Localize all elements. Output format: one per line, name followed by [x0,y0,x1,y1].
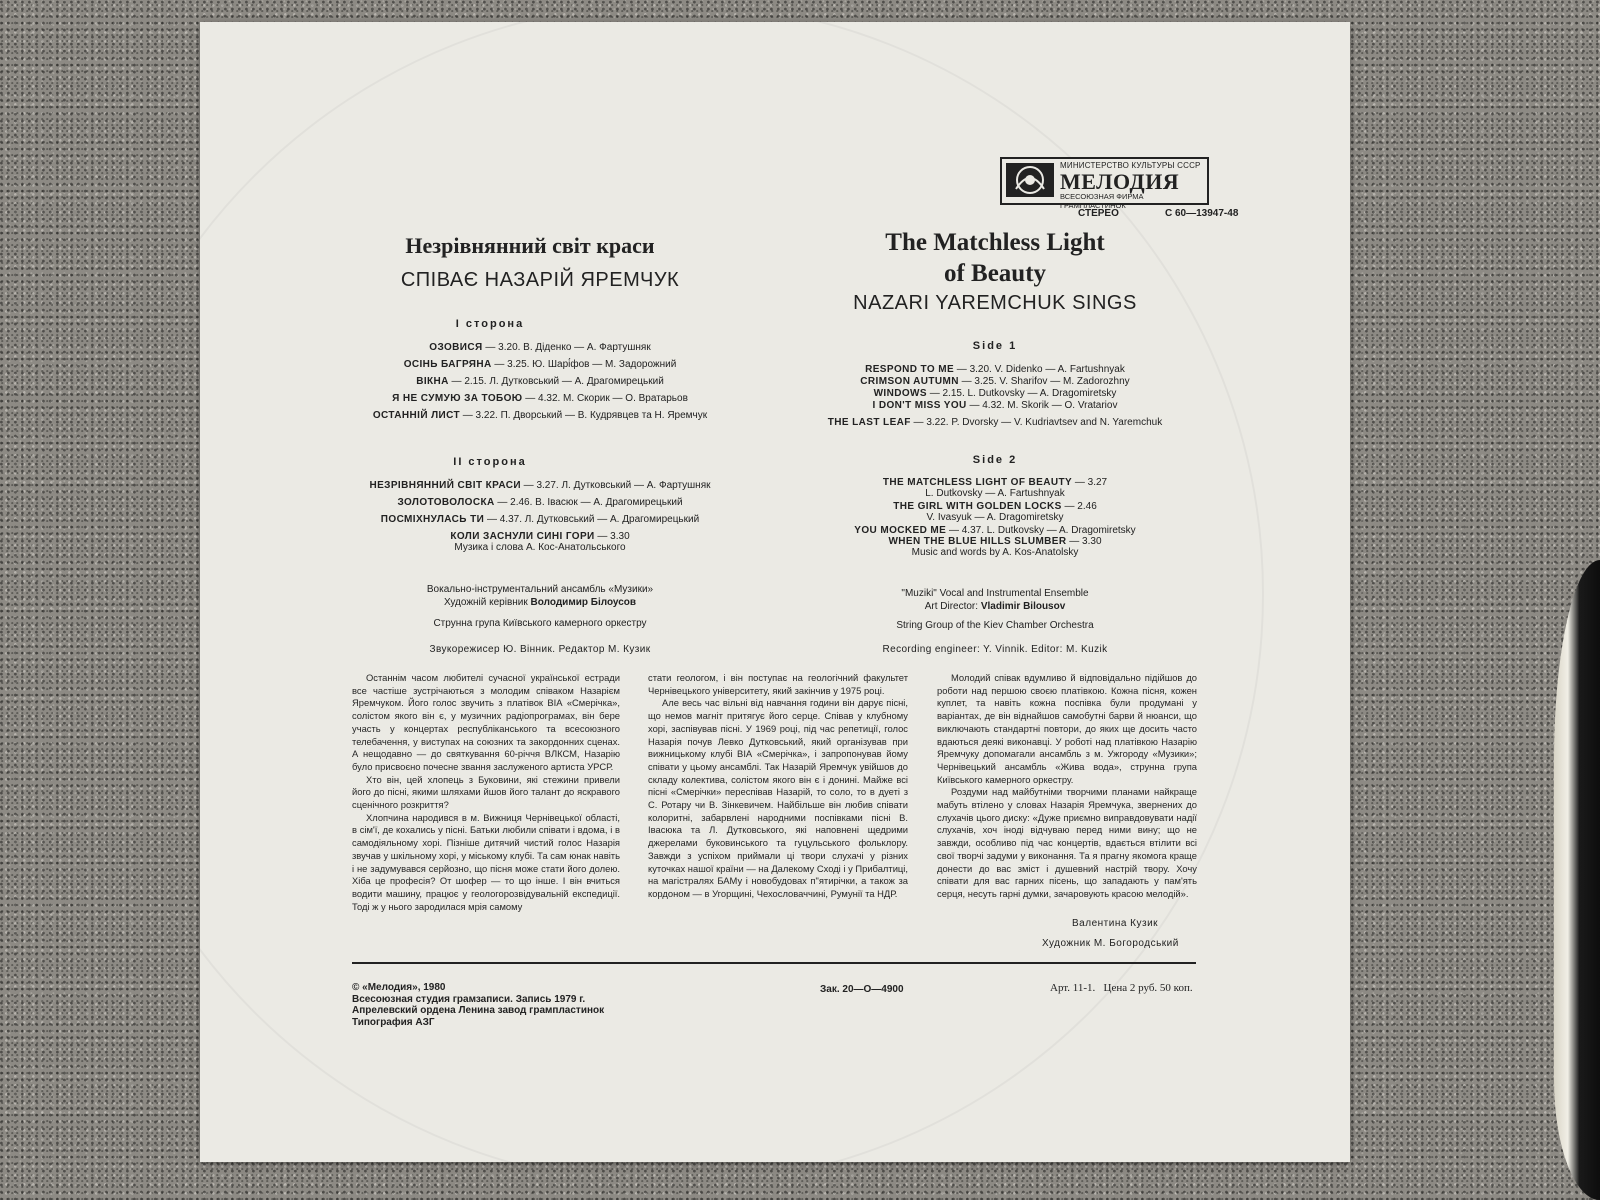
track-item: ПОСМІХНУЛАСЬ ТИ — 4.37. Л. Дутковський — А. Драгомирецький [380,514,700,525]
en-ensemble-credit: "Muziki" Vocal and Instrumental Ensemble [901,588,1089,599]
plant-line: Апрелевский ордена Ленина завод грампластинок [352,1005,605,1016]
footer-divider [352,962,1196,964]
track-item: ЗОЛОТОВОЛОСКА — 2.46. В. Івасюк — А. Драгомирецький [397,497,683,508]
price-line: Арт. 11-1. Цена 2 руб. 50 коп. [1050,982,1193,994]
logo-subtitle: ВСЕСОЮЗНАЯ ФИРМА ГРАМПЛАСТИНОК [1060,192,1144,210]
en-title-line-2: of Beauty [943,260,1047,287]
liner-paragraph: Роздуми над майбутніми творчими планами найкраще мабуть втілено у словах Назарія Яремчука, звернених до слухачів цього диску: «Дуже приємно виправдовувати надії слухачів, хоч іноді відчуваю перед ними вину; що не завжди, особливо під час концертів, вдається втілити всі свої творчі задуми у виконання. Та я прагну якомога краще донести до вас зміст і душевний настрій твору. Хочу співати для вас гарних пісень, що западають у пам'ять серця, несуть гарні думки, зачаровують красою мелодій». [937,786,1197,899]
record-sleeve-back [200,22,1350,1162]
ua-engineer-credit: Звукорежисер Ю. Вінник. Редактор М. Кузик [429,644,651,655]
track-credit: L. Dutkovsky — A. Fartushnyak [925,488,1065,499]
ua-album-title: Незрівнянний світ краси [405,233,655,258]
track-item: НЕЗРІВНЯННИЙ СВІТ КРАСИ — 3.27. Л. Дутковський — А. Фартушняк [369,480,711,491]
melodiya-emblem-icon [1006,163,1054,197]
copyright-line: © «Мелодия», 1980 [352,982,446,993]
track-item: КОЛИ ЗАСНУЛИ СИНІ ГОРИ — 3.30 [450,531,630,542]
liner-paragraph: стати геологом, і він поступає на геологічний факультет Чернівецького університету, який закінчив у 1975 році. [648,672,908,696]
track-item: I DON'T MISS YOU — 4.32. M. Skorik — O. Vratariov [872,400,1118,411]
en-director-credit: Art Director: Vladimir Bilousov [924,601,1066,612]
ua-side-1-tracklist [280,342,800,421]
en-title-line-1: The Matchless Light [885,229,1105,256]
track-item: YOU MOCKED ME — 4.37. L. Dutkovsky — A. Dragomiretsky [854,525,1136,536]
en-side-1-heading: Side 1 [972,340,1018,352]
en-side-2-tracklist [790,477,1200,558]
track-item: RESPOND TO ME — 3.20. V. Didenko — A. Fartushnyak [865,364,1125,375]
track-credit: V. Ivasyuk — A. Dragomiretsky [926,512,1064,523]
ua-director-credit: Художній керівник Володимир Білоусов [443,597,637,608]
track-item: THE LAST LEAF — 3.22. P. Dvorsky — V. Kudriavtsev and N. Yaremchuk [827,417,1163,428]
en-side-1-tracklist [790,364,1200,428]
logo-brand-name: МЕЛОДИЯ [1060,169,1180,194]
ua-artist-subtitle: СПІВАЄ НАЗАРІЙ ЯРЕМЧУК [400,269,680,291]
liner-paragraph: Молодий співак вдумливо й відповідально підійшов до роботи над першою своєю платівкою. Кожна пісня, кожен куплет, та навіть кожна поспівка були продумані у варіантах, де він віднайшов самобутні барви й нюанси, що виключають стандартні повтори, до яких ще досить часто вдаються деякі виконавці. У роботі над платівкою Назарію Яремчуку допомагали ансамбль з м. Ужгороду «Музики»; Чернівецький ансамбль «Жива вода», струнна група Київського камерного оркестру. [937,672,1197,785]
track-item: ОСТАННІЙ ЛИСТ — 3.22. П. Дворський — В. Кудрявцев та Н. Яремчук [372,410,708,421]
ua-ensemble-credit: Вокально-інструментальний ансамбль «Музики» [426,584,654,595]
liner-paragraph: Останнім часом любителі сучасної української естради все частіше зустрічаються з молодим співаком Назарієм Яремчуком. Його голос звучить з платівок ВІА «Смерічка», солістом якого він є, у музичних радіопрограмах, він бере участь у концертах республіканського та всесоюзного телебачення, у виступах на союзних та закордонних сценах. А нещодавно — до святкування 60-річчя ВЛКСМ, Назарію було присвоєно почесне звання заслуженого артиста УРСР. [352,672,620,772]
liner-notes-author: Валентина Кузик [1072,918,1159,929]
liner-paragraph: Але весь час вільні від навчання години він дарує пісні, що немов магніт притягує його серце. Співав у клубному хорі, заспівував пісні. У 1969 році, під час репетиції, голос Назарія почув Левко Дутковський, який організував при вижницькому клубі ВІА «Смерічка», і запропонував йому співати у цьому ансамблі. Так Назарій Яремчук увійшов до складу колектива, солістом якого він є і донині. Майже всі пісні «Смерічки» переспівав Назарій, то соло, то в дуеті з С. Ротару чи В. Зінкевичем. Найбільше він любив співати колоритні, забарвлені народними поспівками пісні В. Івасюка та Л. Дутковського, які наповнені щедрими джерелами буковинського та гуцульського фольклору. Завжди з успіхом приймали ці твори слухачі у різних куточках нашої країни — на Далекому Сході і у Прибалтиці, на магістралях БАМу і новобудовах п"ятирічки, а також за кордоном — в Угорщині, Чехословаччині, Румунії та НДР. [648,697,908,899]
liner-paragraph: Хто він, цей хлопець з Буковини, які стежини привели його до пісні, якими шляхами йшов його талант до яскравого сценічного розкриття? [352,773,620,811]
liner-notes-column-3 [937,672,1197,901]
footer-publisher-info [352,982,652,1028]
en-engineer-credit: Recording engineer: Y. Vinnik. Editor: M. Kuzik [882,644,1108,655]
artist-credit: Художник М. Богородський [1042,938,1179,949]
track-item: CRIMSON AUTUMN — 3.25. V. Sharifov — M. Zadorozhny [860,376,1130,387]
liner-paragraph: Хлопчина народився в м. Вижниця Чернівецької області, в сім'ї, де кохались у пісні. Батьки любили співати і вдома, і в самодіяльному хорі. Пізніше дитячий чистий голос Назарія звучав у шкільному хорі, у міському клубі. Та сам юнак навіть і не задумувався серйозно, що пісня може стати його долею. Хіба це професія? От шофер — то що інше. І він вчиться водити машину, працює у геологорозвідувальній експедиції. Тоді ж у нього зародилася мрія самому [352,811,620,912]
track-item: THE GIRL WITH GOLDEN LOCKS — 2.46 [893,501,1097,512]
en-artist-subtitle: NAZARI YAREMCHUK SINGS [853,292,1137,314]
ua-side-2-heading: ІІ сторона [453,456,527,468]
track-item: Я НЕ СУМУЮ ЗА ТОБОЮ — 4.32. М. Скорик — О. Вратарьов [392,393,688,404]
printer-line: Типография АЗГ [352,1016,435,1028]
en-side-2-heading: Side 2 [972,454,1018,466]
liner-notes-column-2 [648,672,908,901]
ua-side-1-heading: І сторона [455,318,525,330]
en-album-title [820,227,1170,289]
ua-side-2-tracklist [280,480,800,553]
track-item: ВІКНА — 2.15. Л. Дутковський — А. Драгомирецький [416,376,664,387]
stereo-label: СТЕРЕО [1078,208,1119,219]
track-item: THE MATCHLESS LIGHT OF BEAUTY — 3.27 [882,477,1108,488]
logo-ministry-text: МИНИСТЕРСТВО КУЛЬТУРЫ СССР [1060,161,1201,170]
track-item: ОЗОВИСЯ — 3.20. В. Діденко — А. Фартушняк [429,342,651,353]
order-number: Зак. 20—О—4900 [820,984,904,995]
en-music-words-credit: Music and words by A. Kos-Anatolsky [911,547,1079,558]
studio-line: Всесоюзная студия грамзаписи. Запись 1979 г. [352,993,586,1005]
ua-music-words-credit: Музика і слова А. Кос-Анатольського [454,542,626,553]
ua-strings-credit: Струнна група Київського камерного оркестру [433,618,647,629]
track-item: WHEN THE BLUE HILLS SLUMBER — 3.30 [888,536,1102,547]
vinyl-record-edge [1554,560,1600,1200]
catalog-number: С 60—13947-48 [1165,208,1239,219]
track-item: WINDOWS — 2.15. L. Dutkovsky — A. Dragomiretsky [873,388,1117,399]
track-item: ОСІНЬ БАГРЯНА — 3.25. Ю. Шарі́фов — М. Задорожний [403,359,677,370]
melodiya-logo [1000,157,1209,210]
liner-notes-column-1 [352,672,620,913]
en-strings-credit: String Group of the Kiev Chamber Orchestra [896,620,1094,631]
